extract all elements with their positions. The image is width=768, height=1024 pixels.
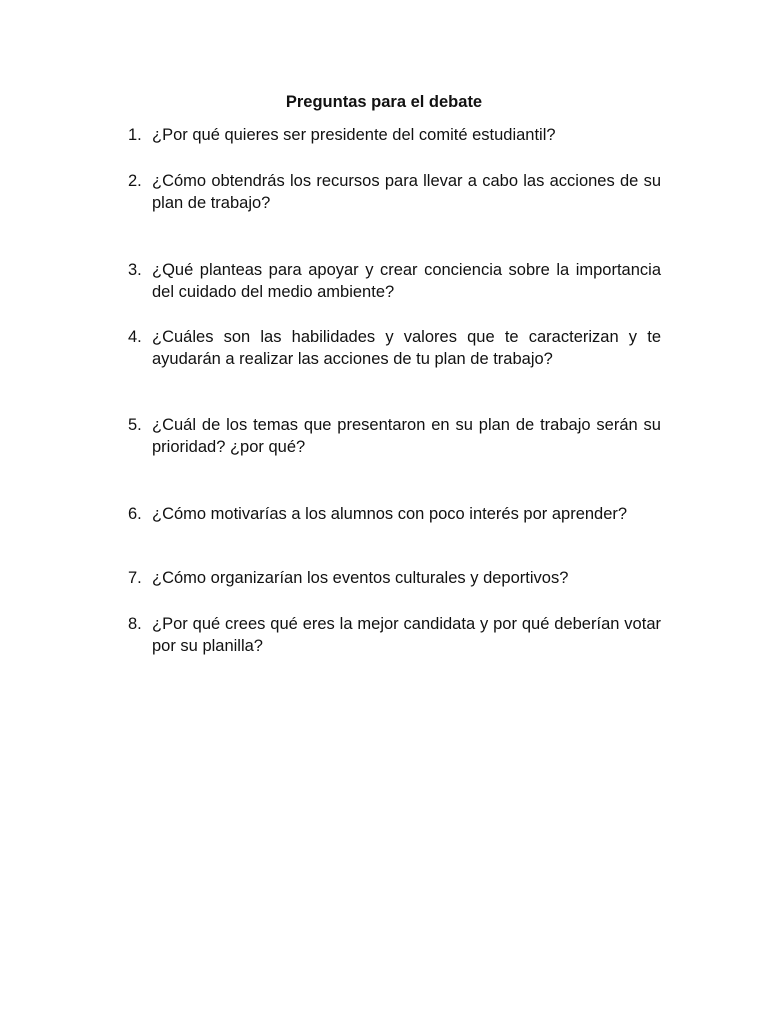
question-number: 5. bbox=[128, 416, 142, 434]
question-number: 8. bbox=[128, 615, 142, 633]
question-text: ¿Por qué crees qué eres la mejor candidata y por qué deberían votar por su planilla? bbox=[152, 615, 661, 655]
question-number: 2. bbox=[128, 172, 142, 190]
question-text: ¿Cuál de los temas que presentaron en su plan de trabajo serán su prioridad? ¿por qué? bbox=[152, 416, 661, 456]
question-text: ¿Por qué quieres ser presidente del comité estudiantil? bbox=[152, 126, 556, 144]
question-number: 3. bbox=[128, 261, 142, 279]
document-title: Preguntas para el debate bbox=[285, 93, 483, 111]
question-item bbox=[128, 124, 661, 146]
question-text: ¿Cuáles son las habilidades y valores que te caracterizan y te ayudarán a realizar las acciones de tu plan de trabajo? bbox=[152, 328, 661, 368]
question-item bbox=[128, 613, 661, 657]
question-item bbox=[128, 567, 661, 589]
question-text: ¿Cómo motivarías a los alumnos con poco interés por aprender? bbox=[152, 505, 628, 523]
question-text: ¿Cómo obtendrás los recursos para llevar a cabo las acciones de su plan de trabajo? bbox=[152, 172, 661, 212]
question-number: 7. bbox=[128, 569, 142, 587]
question-item bbox=[128, 170, 661, 214]
question-text: ¿Qué planteas para apoyar y crear conciencia sobre la importancia del cuidado del medio ambiente? bbox=[152, 261, 661, 301]
question-number: 4. bbox=[128, 328, 142, 346]
question-text: ¿Cómo organizarían los eventos culturales y deportivos? bbox=[152, 569, 569, 587]
question-item bbox=[128, 503, 661, 525]
question-item bbox=[128, 326, 661, 370]
question-item bbox=[128, 414, 661, 458]
question-number: 1. bbox=[128, 126, 142, 144]
question-number: 6. bbox=[128, 505, 142, 523]
question-item bbox=[128, 259, 661, 303]
